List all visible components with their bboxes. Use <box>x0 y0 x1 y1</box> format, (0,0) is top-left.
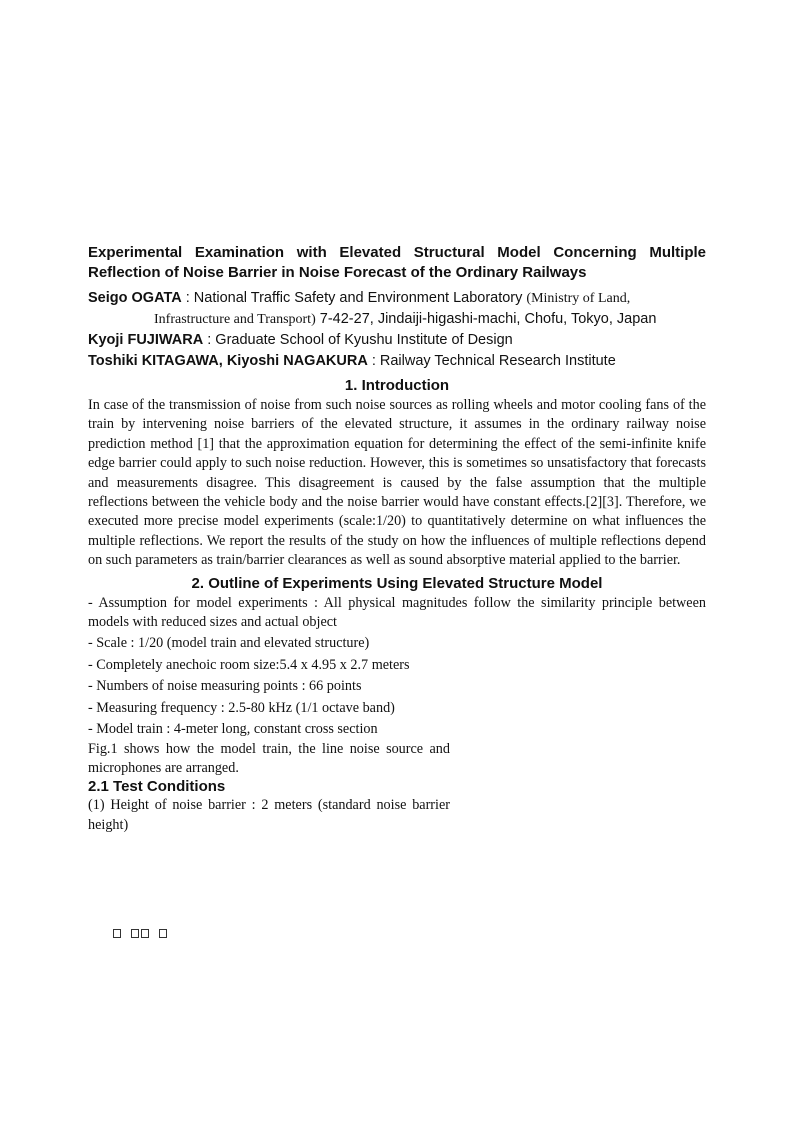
outline-item-4: - Numbers of noise measuring points : 66 points <box>88 678 362 695</box>
missing-glyph-box <box>131 929 139 938</box>
author-name-2: Kyoji FUJIWARA <box>88 332 204 348</box>
section-heading-introduction: 1. Introduction <box>344 377 450 394</box>
author-affiliation-2: : Graduate School of Kyushu Institute of Design <box>203 332 513 348</box>
figure-reference-text: Fig.1 shows how the model train, the line noise source and microphones are arranged. <box>88 740 450 776</box>
author-line-3 <box>88 351 706 372</box>
author-line-1-cont <box>88 309 706 330</box>
paper-page <box>88 243 706 835</box>
author-affiliation-1c: Infrastructure and Transport) <box>154 312 316 327</box>
author-line-1 <box>88 288 706 309</box>
outline-item-1: - Assumption for model experiments : All physical magnitudes follow the similarity principle between models with reduced sizes and actual object <box>88 594 706 631</box>
author-name-3: Toshiki KITAGAWA, Kiyoshi NAGAKURA <box>88 353 368 369</box>
test-condition-item-1: (1) Height of noise barrier : 2 meters (standard noise barrier height) <box>88 797 450 833</box>
missing-glyph-marks <box>113 929 169 939</box>
author-affiliation-3: : Railway Technical Research Institute <box>367 353 616 369</box>
paper-title: Experimental Examination with Elevated Structural Model Concerning Multiple Reflection of Noise Barrier in Noise Forecast of the Ordinary Railways <box>88 244 706 281</box>
author-affiliation-1d: 7-42-27, Jindaiji-higashi-machi, Chofu, Tokyo, Japan <box>315 311 657 327</box>
outline-item-3: - Completely anechoic room size:5.4 x 4.95 x 2.7 meters <box>88 656 410 673</box>
author-name-1: Seigo OGATA <box>88 290 182 306</box>
author-affiliation-1b: (Ministry of Land, <box>526 291 631 306</box>
missing-glyph-box <box>141 929 149 938</box>
subsection-heading-test-conditions: 2.1 Test Conditions <box>88 778 226 796</box>
author-line-2 <box>88 330 706 351</box>
author-affiliation-1a: : National Traffic Safety and Environment Laboratory <box>181 290 527 306</box>
missing-glyph-box <box>159 929 167 938</box>
outline-item-2: - Scale : 1/20 (model train and elevated structure) <box>88 635 370 652</box>
section-heading-outline: 2. Outline of Experiments Using Elevated Structure Model <box>191 574 603 592</box>
outline-item-6: - Model train : 4-meter long, constant cross section <box>88 721 378 738</box>
outline-item-5: - Measuring frequency : 2.5-80 kHz (1/1 octave band) <box>88 699 395 716</box>
introduction-paragraph: In case of the transmission of noise from such noise sources as rolling wheels and motor cooling fans of the train by intervening noise barriers of the elevated structure, it assumes in the ordinary railway noise prediction method [1] that the approximation equation for determining the effect of the semi-infinite knife edge barrier could apply to such noise reduction. However, this is sometimes so unsatisfactory that forecasts and measurements disagree. This disagreement is caused by the false assumption that the multiple reflections between the vehicle body and the noise barrier would have constant effects.[2][3]. Therefore, we executed more precise model experiments (scale:1/20) to quantitatively determine on what influences the multiple reflections. We report the results of the study on how the influences of multiple reflections depend on such parameters as train/barrier clearances as well as sound absorptive material applied to the barrier. <box>88 397 706 569</box>
missing-glyph-box <box>113 929 121 938</box>
